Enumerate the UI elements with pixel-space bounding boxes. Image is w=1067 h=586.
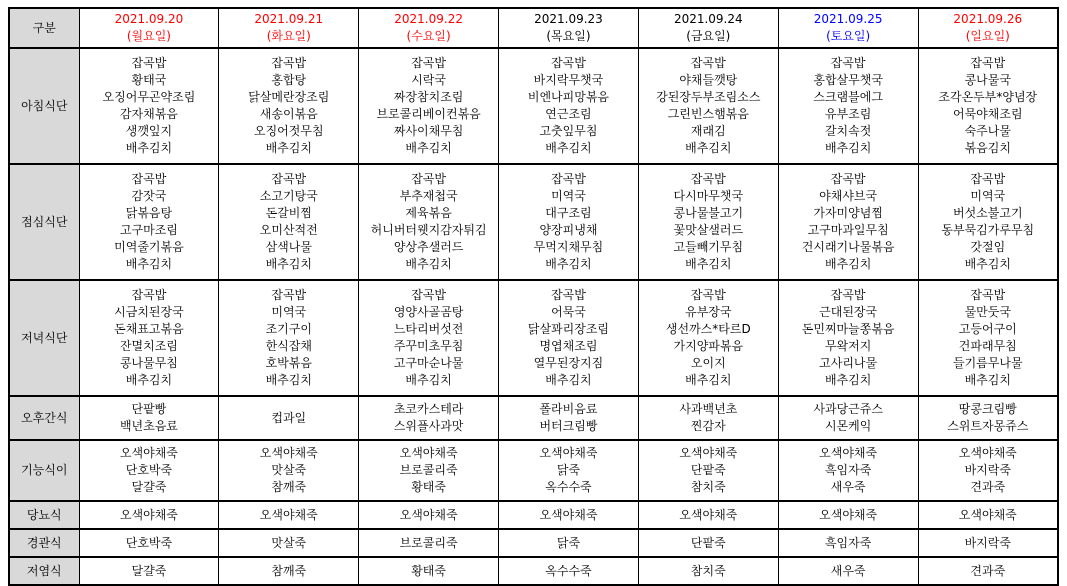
menu-item: 잡곡밥 bbox=[970, 172, 1006, 186]
menu-item: 잡곡밥 bbox=[271, 56, 307, 70]
menu-item: 잡곡밥 bbox=[690, 288, 726, 302]
menu-item: 유부장국 bbox=[685, 305, 732, 319]
menu-item: 오색야채죽 bbox=[119, 507, 178, 522]
menu-cell bbox=[918, 280, 1058, 396]
table-row bbox=[9, 280, 1058, 396]
menu-item: 배추김치 bbox=[685, 257, 732, 271]
header-date: 2021.09.21 bbox=[254, 12, 324, 26]
menu-item: 오색야채죽 bbox=[539, 507, 598, 522]
header-weekday: (일요일) bbox=[965, 29, 1010, 43]
menu-item: 닭죽 bbox=[556, 463, 581, 477]
menu-item: 갓절임 bbox=[970, 240, 1006, 254]
menu-item: 단호박죽 bbox=[125, 535, 173, 550]
menu-item: 물만둣국 bbox=[964, 305, 1011, 319]
menu-item: 버섯소불고기 bbox=[953, 206, 1023, 220]
row-label: 기능식이 bbox=[9, 440, 79, 501]
menu-item: 배추김치 bbox=[405, 373, 452, 387]
menu-item: 오미산적전 bbox=[259, 223, 318, 237]
menu-cell bbox=[778, 164, 918, 280]
menu-item: 미역국 bbox=[551, 189, 586, 203]
menu-item: 홍합탕 bbox=[271, 73, 307, 87]
menu-cell bbox=[638, 396, 778, 440]
menu-item: 참깨죽 bbox=[271, 480, 307, 494]
menu-item: 무왁저지 bbox=[824, 339, 872, 353]
menu-item: 스위플사과맛 bbox=[393, 419, 464, 433]
menu-item: 배추김치 bbox=[125, 141, 173, 155]
menu-item: 닭살메란장조림 bbox=[248, 90, 330, 104]
menu-item: 양상추샐러드 bbox=[393, 240, 464, 254]
menu-item: 볶음김치 bbox=[964, 141, 1011, 155]
menu-item: 시금치된장국 bbox=[114, 305, 184, 319]
menu-item: 잡곡밥 bbox=[830, 288, 866, 302]
menu-item: 옥수수죽 bbox=[545, 480, 592, 494]
menu-item: 오색야채죽 bbox=[958, 507, 1017, 522]
menu-cell bbox=[219, 440, 359, 501]
menu-item: 오징어무곤약조림 bbox=[102, 90, 196, 104]
menu-item: 잡곡밥 bbox=[551, 288, 586, 302]
menu-item: 대구조림 bbox=[545, 206, 592, 220]
menu-item: 흑임자죽 bbox=[824, 463, 872, 477]
menu-item: 오색야채죽 bbox=[399, 446, 458, 460]
menu-cell bbox=[638, 164, 778, 280]
menu-cell bbox=[638, 529, 778, 557]
menu-item: 옥수수죽 bbox=[545, 563, 592, 578]
date-header bbox=[79, 8, 219, 48]
menu-item: 동부묵김가루무침 bbox=[941, 223, 1035, 237]
menu-item: 배추김치 bbox=[265, 257, 312, 271]
menu-item: 한식잡채 bbox=[265, 339, 312, 353]
menu-item: 오색야채죽 bbox=[679, 507, 738, 522]
menu-item: 어묵야채조림 bbox=[953, 107, 1023, 121]
menu-item: 땅콩크림빵 bbox=[958, 402, 1017, 416]
table-row bbox=[9, 164, 1058, 280]
menu-cell bbox=[359, 396, 499, 440]
row-label: 저녁식단 bbox=[9, 280, 79, 396]
menu-item: 부추재첩국 bbox=[399, 189, 458, 203]
menu-item: 숙주나물 bbox=[964, 124, 1011, 138]
menu-item: 다시마무챗국 bbox=[673, 189, 744, 203]
menu-item: 잡곡밥 bbox=[830, 172, 866, 186]
menu-item: 잡곡밥 bbox=[551, 172, 586, 186]
menu-cell bbox=[778, 529, 918, 557]
menu-item: 강된장두부조림소스 bbox=[656, 90, 761, 104]
date-header bbox=[359, 8, 499, 48]
menu-item: 참치죽 bbox=[690, 563, 726, 578]
menu-item: 잡곡밥 bbox=[690, 172, 726, 186]
menu-item: 콩나물국 bbox=[964, 73, 1011, 87]
menu-cell bbox=[79, 529, 219, 557]
menu-item: 배추김치 bbox=[125, 373, 173, 387]
menu-item: 찐감자 bbox=[690, 419, 726, 433]
table-row bbox=[9, 396, 1058, 440]
menu-item: 짜사이채무침 bbox=[393, 124, 464, 138]
menu-item: 황태죽 bbox=[411, 563, 446, 578]
menu-cell bbox=[638, 440, 778, 501]
row-label: 아침식단 bbox=[9, 48, 79, 164]
menu-item: 돈민찌마늘쫑볶음 bbox=[801, 322, 895, 336]
menu-cell bbox=[359, 280, 499, 396]
header-weekday: (월요일) bbox=[126, 29, 171, 43]
menu-item: 견과죽 bbox=[970, 480, 1006, 494]
menu-item: 조기구이 bbox=[265, 322, 312, 336]
menu-cell bbox=[79, 396, 219, 440]
menu-cell bbox=[499, 164, 639, 280]
menu-item: 잡곡밥 bbox=[970, 56, 1006, 70]
menu-item: 소고기탕국 bbox=[259, 189, 318, 203]
menu-cell bbox=[499, 557, 639, 585]
menu-item: 잡곡밥 bbox=[271, 288, 307, 302]
menu-item: 호박볶음 bbox=[265, 356, 312, 370]
menu-cell bbox=[79, 164, 219, 280]
menu-cell bbox=[918, 557, 1058, 585]
menu-item: 닭죽 bbox=[556, 535, 581, 550]
menu-item: 흑임자죽 bbox=[824, 535, 872, 550]
date-header bbox=[638, 8, 778, 48]
menu-item: 폴라비음료 bbox=[539, 402, 598, 416]
menu-item: 명엽채조림 bbox=[539, 339, 598, 353]
menu-cell bbox=[499, 529, 639, 557]
row-label: 경관식 bbox=[9, 529, 79, 557]
menu-item: 들기름무나물 bbox=[953, 356, 1023, 370]
menu-item: 브로콜리죽 bbox=[399, 535, 458, 550]
menu-cell bbox=[499, 48, 639, 164]
menu-item: 건파래무침 bbox=[958, 339, 1017, 353]
menu-cell bbox=[79, 48, 219, 164]
menu-item: 연근조림 bbox=[545, 107, 592, 121]
menu-cell bbox=[359, 501, 499, 529]
menu-item: 단팥빵 bbox=[131, 402, 167, 416]
menu-item: 오색야채죽 bbox=[819, 507, 878, 522]
menu-item: 잡곡밥 bbox=[131, 56, 167, 70]
menu-item: 짜장참치조림 bbox=[393, 90, 464, 104]
menu-item: 돈갈비찜 bbox=[265, 206, 312, 220]
menu-cell bbox=[638, 280, 778, 396]
menu-item: 달걀죽 bbox=[131, 563, 167, 578]
header-date: 2021.09.22 bbox=[394, 12, 463, 26]
menu-item: 맛살죽 bbox=[271, 535, 307, 550]
date-header bbox=[918, 8, 1058, 48]
menu-cell bbox=[359, 48, 499, 164]
table-row bbox=[9, 529, 1058, 557]
menu-cell bbox=[219, 280, 359, 396]
menu-cell bbox=[638, 557, 778, 585]
menu-item: 참깨죽 bbox=[271, 563, 307, 578]
menu-item: 브로콜리죽 bbox=[399, 463, 458, 477]
menu-item: 바지락죽 bbox=[964, 535, 1011, 550]
menu-item: 오색야채죽 bbox=[539, 446, 598, 460]
menu-item: 홍합살무챗국 bbox=[813, 73, 883, 87]
date-header bbox=[219, 8, 359, 48]
menu-item: 배추김치 bbox=[125, 257, 173, 271]
menu-item: 오색야채죽 bbox=[679, 446, 738, 460]
menu-item: 콩나물불고기 bbox=[673, 206, 744, 220]
menu-item: 생깻잎지 bbox=[125, 124, 173, 138]
menu-item: 오색야채죽 bbox=[119, 446, 178, 460]
menu-item: 백년초음료 bbox=[119, 419, 178, 433]
header-weekday: (수요일) bbox=[406, 29, 451, 43]
menu-item: 오색야채죽 bbox=[958, 446, 1017, 460]
menu-cell bbox=[918, 440, 1058, 501]
menu-cell bbox=[778, 396, 918, 440]
menu-item: 잡곡밥 bbox=[271, 172, 307, 186]
menu-item: 오색야채죽 bbox=[399, 507, 458, 522]
menu-cell bbox=[79, 501, 219, 529]
menu-cell bbox=[638, 48, 778, 164]
menu-item: 새송이볶음 bbox=[259, 107, 318, 121]
menu-cell bbox=[778, 48, 918, 164]
menu-item: 야채들깻탕 bbox=[679, 73, 738, 87]
menu-item: 배추김치 bbox=[405, 257, 452, 271]
menu-cell bbox=[499, 440, 639, 501]
menu-cell bbox=[359, 164, 499, 280]
menu-item: 가지양파볶음 bbox=[673, 339, 744, 353]
corner-cell: 구분 bbox=[9, 8, 79, 48]
menu-item: 조각온두부*양념장 bbox=[938, 90, 1038, 104]
menu-cell bbox=[778, 501, 918, 529]
menu-item: 잡곡밥 bbox=[411, 288, 446, 302]
menu-item: 배추김치 bbox=[824, 373, 872, 387]
menu-cell bbox=[359, 529, 499, 557]
menu-item: 브로콜리베이컨볶음 bbox=[376, 107, 481, 121]
menu-item: 가자미양념찜 bbox=[813, 206, 883, 220]
menu-cell bbox=[219, 557, 359, 585]
menu-item: 꽃맛살샐러드 bbox=[673, 223, 744, 237]
menu-item: 닭살꽈리장조림 bbox=[527, 322, 610, 336]
menu-item: 어묵국 bbox=[551, 305, 586, 319]
menu-cell bbox=[79, 440, 219, 501]
date-header bbox=[778, 8, 918, 48]
menu-item: 잡곡밥 bbox=[131, 288, 167, 302]
menu-cell bbox=[918, 501, 1058, 529]
row-label: 저염식 bbox=[9, 557, 79, 585]
menu-cell bbox=[499, 280, 639, 396]
menu-item: 고등어구이 bbox=[958, 322, 1017, 336]
menu-item: 잡곡밥 bbox=[131, 172, 167, 186]
menu-item: 바지락무챗국 bbox=[533, 73, 604, 87]
header-date: 2021.09.25 bbox=[813, 12, 883, 26]
menu-item: 비엔나피망볶음 bbox=[527, 90, 610, 104]
row-label: 점심식단 bbox=[9, 164, 79, 280]
menu-item: 잡곡밥 bbox=[690, 56, 726, 70]
menu-item: 잡곡밥 bbox=[830, 56, 866, 70]
menu-item: 견과죽 bbox=[970, 563, 1006, 578]
row-label: 오후간식 bbox=[9, 396, 79, 440]
menu-cell bbox=[778, 440, 918, 501]
menu-item: 배추김치 bbox=[824, 141, 872, 155]
menu-item: 고구마순나물 bbox=[393, 356, 464, 370]
menu-item: 스크램블에그 bbox=[813, 90, 883, 104]
menu-cell bbox=[219, 48, 359, 164]
menu-item: 오색야채죽 bbox=[259, 446, 318, 460]
menu-item: 미역국 bbox=[271, 305, 307, 319]
menu-item: 배추김치 bbox=[405, 141, 452, 155]
menu-item: 새우죽 bbox=[830, 480, 866, 494]
menu-item: 바지락죽 bbox=[964, 463, 1011, 477]
header-weekday: (금요일) bbox=[686, 29, 731, 43]
menu-item: 단호박죽 bbox=[125, 463, 173, 477]
menu-item: 초코카스테라 bbox=[393, 402, 464, 416]
menu-item: 유부조림 bbox=[824, 107, 872, 121]
menu-item: 무먹지채무침 bbox=[533, 240, 604, 254]
menu-cell bbox=[219, 164, 359, 280]
menu-item: 감잣국 bbox=[131, 189, 167, 203]
menu-cell bbox=[499, 501, 639, 529]
menu-cell bbox=[918, 164, 1058, 280]
header-date: 2021.09.20 bbox=[114, 12, 184, 26]
menu-item: 사과당근쥬스 bbox=[813, 402, 883, 416]
menu-cell bbox=[918, 396, 1058, 440]
menu-item: 배추김치 bbox=[685, 373, 732, 387]
menu-item: 감자채볶음 bbox=[119, 107, 178, 121]
date-header-row bbox=[9, 8, 1058, 48]
table-row bbox=[9, 501, 1058, 529]
menu-item: 배추김치 bbox=[265, 373, 312, 387]
menu-item: 고구마과일무침 bbox=[807, 223, 889, 237]
menu-item: 새우죽 bbox=[830, 563, 866, 578]
header-weekday: (토요일) bbox=[826, 29, 871, 43]
menu-item: 버터크림빵 bbox=[539, 419, 598, 433]
menu-item: 콩나물무침 bbox=[119, 356, 178, 370]
menu-item: 단팥죽 bbox=[690, 535, 726, 550]
menu-item: 시몬케익 bbox=[824, 419, 872, 433]
menu-cell bbox=[778, 557, 918, 585]
menu-item: 배추김치 bbox=[685, 141, 732, 155]
menu-item: 단팥죽 bbox=[690, 463, 726, 477]
menu-item: 영양사골곰탕 bbox=[393, 305, 464, 319]
menu-item: 갈치속젓 bbox=[824, 124, 872, 138]
menu-item: 열무된장지짐 bbox=[533, 356, 604, 370]
meal-plan-table bbox=[8, 7, 1059, 586]
meal-rows bbox=[9, 48, 1058, 585]
menu-item: 잡곡밥 bbox=[551, 56, 586, 70]
menu-item: 닭볶음탕 bbox=[125, 206, 173, 220]
menu-item: 오이지 bbox=[690, 356, 726, 370]
menu-item: 배추김치 bbox=[265, 141, 312, 155]
menu-cell bbox=[219, 529, 359, 557]
menu-cell bbox=[359, 557, 499, 585]
menu-item: 컵과일 bbox=[271, 410, 307, 425]
menu-item: 오징어젓무침 bbox=[253, 124, 324, 138]
menu-item: 건시래기나물볶음 bbox=[801, 240, 895, 254]
menu-cell bbox=[79, 280, 219, 396]
menu-item: 고들빼기무침 bbox=[673, 240, 744, 254]
menu-item: 고사리나물 bbox=[819, 356, 878, 370]
menu-cell bbox=[359, 440, 499, 501]
table-row bbox=[9, 440, 1058, 501]
menu-item: 달걀죽 bbox=[131, 480, 167, 494]
date-header bbox=[499, 8, 639, 48]
menu-item: 고구마조림 bbox=[119, 223, 178, 237]
menu-item: 제육볶음 bbox=[405, 206, 452, 220]
menu-item: 잔멸치조림 bbox=[119, 339, 178, 353]
menu-item: 삼색나물 bbox=[265, 240, 312, 254]
menu-item: 주꾸미초무침 bbox=[393, 339, 464, 353]
menu-item: 배추김치 bbox=[964, 257, 1011, 271]
menu-item: 돈채표고볶음 bbox=[114, 322, 184, 336]
menu-item: 사과백년초 bbox=[679, 402, 738, 416]
menu-item: 잡곡밥 bbox=[411, 172, 446, 186]
menu-item: 배추김치 bbox=[545, 141, 592, 155]
menu-item: 고춧잎무침 bbox=[539, 124, 598, 138]
menu-item: 미역줄기볶음 bbox=[114, 240, 184, 254]
menu-item: 스위트자몽쥬스 bbox=[947, 419, 1029, 433]
menu-item: 배추김치 bbox=[824, 257, 872, 271]
menu-cell bbox=[219, 501, 359, 529]
table-row bbox=[9, 557, 1058, 585]
menu-item: 그린빈스햄볶음 bbox=[667, 107, 749, 121]
table-row bbox=[9, 48, 1058, 164]
menu-item: 배추김치 bbox=[545, 373, 592, 387]
menu-item: 양장피냉채 bbox=[539, 223, 598, 237]
header-weekday: (화요일) bbox=[266, 29, 311, 43]
header-date: 2021.09.24 bbox=[673, 12, 743, 26]
menu-item: 황태국 bbox=[131, 73, 167, 87]
menu-item: 느타리버섯전 bbox=[393, 322, 464, 336]
menu-item: 오색야채죽 bbox=[819, 446, 878, 460]
menu-cell bbox=[918, 48, 1058, 164]
menu-item: 허니버터웻지감자튀김 bbox=[370, 223, 487, 237]
header-date: 2021.09.26 bbox=[953, 12, 1023, 26]
menu-cell bbox=[778, 280, 918, 396]
menu-cell bbox=[499, 396, 639, 440]
menu-cell bbox=[918, 529, 1058, 557]
header-weekday: (목요일) bbox=[546, 29, 591, 43]
menu-item: 황태죽 bbox=[411, 480, 446, 494]
menu-item: 생선까스*타르D bbox=[665, 322, 751, 336]
menu-item: 시락국 bbox=[411, 73, 446, 87]
menu-item: 재래김 bbox=[690, 124, 726, 138]
menu-cell bbox=[219, 396, 359, 440]
menu-item: 배추김치 bbox=[964, 373, 1011, 387]
menu-item: 야채샤브국 bbox=[819, 189, 878, 203]
menu-item: 맛살죽 bbox=[271, 463, 307, 477]
header-date: 2021.09.23 bbox=[534, 12, 603, 26]
menu-item: 미역국 bbox=[970, 189, 1006, 203]
menu-item: 근대된장국 bbox=[819, 305, 878, 319]
menu-item: 잡곡밥 bbox=[411, 56, 446, 70]
menu-cell bbox=[638, 501, 778, 529]
menu-item: 참치죽 bbox=[690, 480, 726, 494]
row-label: 당뇨식 bbox=[9, 501, 79, 529]
menu-cell bbox=[79, 557, 219, 585]
menu-item: 오색야채죽 bbox=[259, 507, 318, 522]
menu-item: 잡곡밥 bbox=[970, 288, 1006, 302]
menu-item: 배추김치 bbox=[545, 257, 592, 271]
